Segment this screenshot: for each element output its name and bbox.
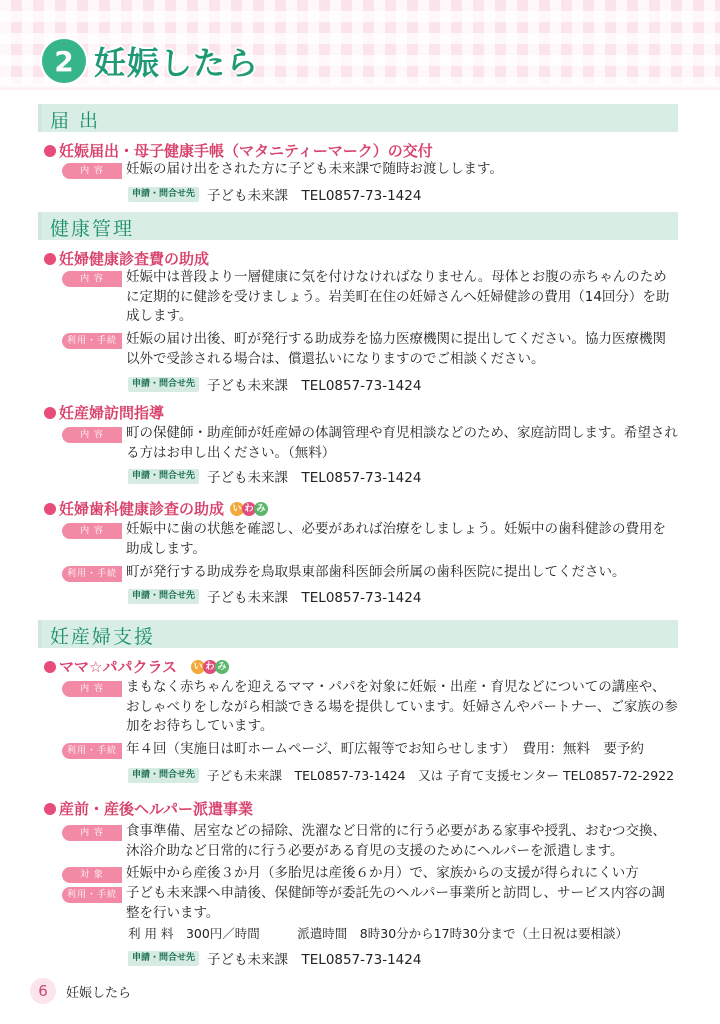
row-naiyou	[62, 520, 678, 559]
bullet-icon	[44, 253, 56, 265]
item-title-houmon	[44, 402, 164, 423]
item-title-mama-papa	[44, 656, 227, 677]
page-heading	[42, 38, 259, 84]
tag-taishou: 対 象	[62, 867, 122, 883]
section-title: 妊産婦支援	[50, 626, 156, 648]
contact-row	[128, 374, 421, 394]
contact-text: 子ども未来課 TEL0857-73-1424	[207, 470, 422, 486]
row-riyou	[62, 330, 678, 369]
tag-naiyou: 内 容	[62, 825, 122, 841]
item-title-text: 妊婦健康診査費の助成	[59, 250, 210, 268]
contact-label: 申請・問合せ先	[128, 377, 199, 392]
row-text: 妊娠の届け出後、町が発行する助成券を協力医療機関に提出してください。協力医療機関以外で受診される場合は、償還払いになりますのでご相談ください。	[126, 331, 666, 367]
tag-riyou: 利用・手続	[62, 333, 122, 349]
contact-label: 申請・問合せ先	[128, 768, 199, 783]
bullet-icon	[44, 803, 56, 815]
tag-riyou: 利用・手続	[62, 743, 122, 759]
section-title: 届 出	[50, 110, 101, 132]
iwami-badge	[230, 502, 266, 516]
section-title: 健康管理	[50, 218, 135, 240]
bullet-icon	[44, 503, 56, 515]
contact-text: 子ども未来課 TEL0857-73-1424	[207, 378, 422, 394]
row-naiyou	[62, 268, 678, 327]
row-riyou	[62, 740, 678, 760]
tag-naiyou: 内 容	[62, 163, 122, 179]
tag-naiyou: 内 容	[62, 271, 122, 287]
contact-text: 子ども未来課 TEL0857-73-1424 又は 子育て支援センター TEL0857-72-2922	[207, 768, 675, 783]
page-number: 6	[30, 978, 56, 1004]
badge-char: い	[230, 502, 244, 516]
contact-label: 申請・問合せ先	[128, 951, 199, 966]
tag-naiyou: 内 容	[62, 427, 122, 443]
badge-char: い	[191, 660, 205, 674]
row-riyou	[62, 884, 678, 923]
tag-naiyou: 内 容	[62, 523, 122, 539]
row-naiyou	[62, 424, 678, 463]
row-text: 町が発行する助成券を鳥取県東部歯科医師会所属の歯科医院に提出してください。	[126, 564, 626, 580]
item-title-helper	[44, 798, 253, 819]
item-title-text: 妊婦歯科健康診査の助成	[59, 500, 225, 518]
contact-row	[128, 466, 421, 486]
contact-label: 申請・問合せ先	[128, 589, 199, 604]
row-text: 町の保健師・助産師が妊産婦の体調管理や育児相談などのため、家庭訪問します。希望される方はお申し出ください。（無料）	[126, 425, 678, 461]
page-title: 妊娠したら	[94, 44, 260, 82]
bullet-icon	[44, 407, 56, 419]
row-text: 食事準備、居室などの掃除、洗濯など日常的に行う必要がある家事や授乳、おむつ交換、沐浴介助など日常的に行う必要がある育児の支援のためにヘルパーを派遣します。	[126, 823, 666, 859]
row-text: 妊娠中から産後３か月（多胎児は産後６か月）で、家族からの支援が得られにくい方	[126, 865, 639, 881]
fee-line: 利 用 料 300円／時間 派遣時間 8時30分から17時30分まで（土日祝は要相談）	[128, 926, 628, 941]
badge-char: わ	[203, 660, 217, 674]
row-riyou	[62, 563, 678, 583]
row-naiyou	[62, 678, 678, 737]
footer-title: 妊娠したら	[66, 986, 132, 1001]
badge-char: み	[254, 502, 268, 516]
iwami-badge	[191, 660, 227, 674]
row-text: 年４回（実施日は町ホームページ、町広報等でお知らせします） 費用：無料 要予約	[126, 741, 644, 757]
row-text: 妊娠の届け出をされた方に子ども未来課で随時お渡しします。	[126, 161, 503, 177]
item-title-shika	[44, 498, 266, 519]
chapter-number: 2	[42, 39, 86, 83]
item-title-boshi-techo	[44, 140, 433, 161]
row-text: 妊娠中に歯の状態を確認し、必要があれば治療をしましょう。妊娠中の歯科健診の費用を助成します。	[126, 521, 666, 557]
section-todokede	[38, 104, 678, 132]
row-text: 子ども未来課へ申請後、保健師等が委託先のヘルパー事業所と訪問し、サービス内容の調整を行います。	[126, 885, 666, 921]
section-kenko	[38, 212, 678, 240]
row-text: 妊娠中は普段より一層健康に気を付けなければなりません。母体とお腹の赤ちゃんのために定期的に健診を受けましょう。岩美町在住の妊婦さんへ妊婦健診の費用（14回分）を助成します。	[126, 269, 670, 324]
badge-char: わ	[242, 502, 256, 516]
contact-row	[128, 766, 674, 784]
bullet-icon	[44, 145, 56, 157]
contact-row	[128, 184, 421, 204]
row-naiyou	[62, 160, 678, 180]
item-title-text: 産前・産後ヘルパー派遣事業	[59, 800, 253, 818]
contact-row	[128, 948, 421, 968]
contact-text: 子ども未来課 TEL0857-73-1424	[207, 952, 422, 968]
item-title-text: ママ☆パパクラス	[59, 658, 177, 676]
contact-row	[128, 586, 421, 606]
contact-text: 子ども未来課 TEL0857-73-1424	[207, 590, 422, 606]
tag-riyou: 利用・手続	[62, 566, 122, 582]
item-title-text: 妊産婦訪問指導	[59, 404, 165, 422]
badge-char: み	[215, 660, 229, 674]
row-text: まもなく赤ちゃんを迎えるママ・パパを対象に妊娠・出産・育児などについての講座や、おしゃべりをしながら相談できる場を提供しています。妊婦さんやパートナー、ご家族の参加をお待ちしています。	[126, 679, 678, 734]
tag-naiyou: 内 容	[62, 681, 122, 697]
contact-text: 子ども未来課 TEL0857-73-1424	[207, 188, 422, 204]
item-title-text: 妊娠届出・母子健康手帳（マタニティーマーク）の交付	[59, 142, 433, 160]
row-naiyou	[62, 822, 678, 861]
contact-label: 申請・問合せ先	[128, 187, 199, 202]
contact-label: 申請・問合せ先	[128, 469, 199, 484]
row-taishou	[62, 864, 678, 884]
bullet-icon	[44, 661, 56, 673]
item-title-kenshin	[44, 248, 209, 269]
section-shien	[38, 620, 678, 648]
tag-riyou: 利用・手続	[62, 887, 122, 903]
